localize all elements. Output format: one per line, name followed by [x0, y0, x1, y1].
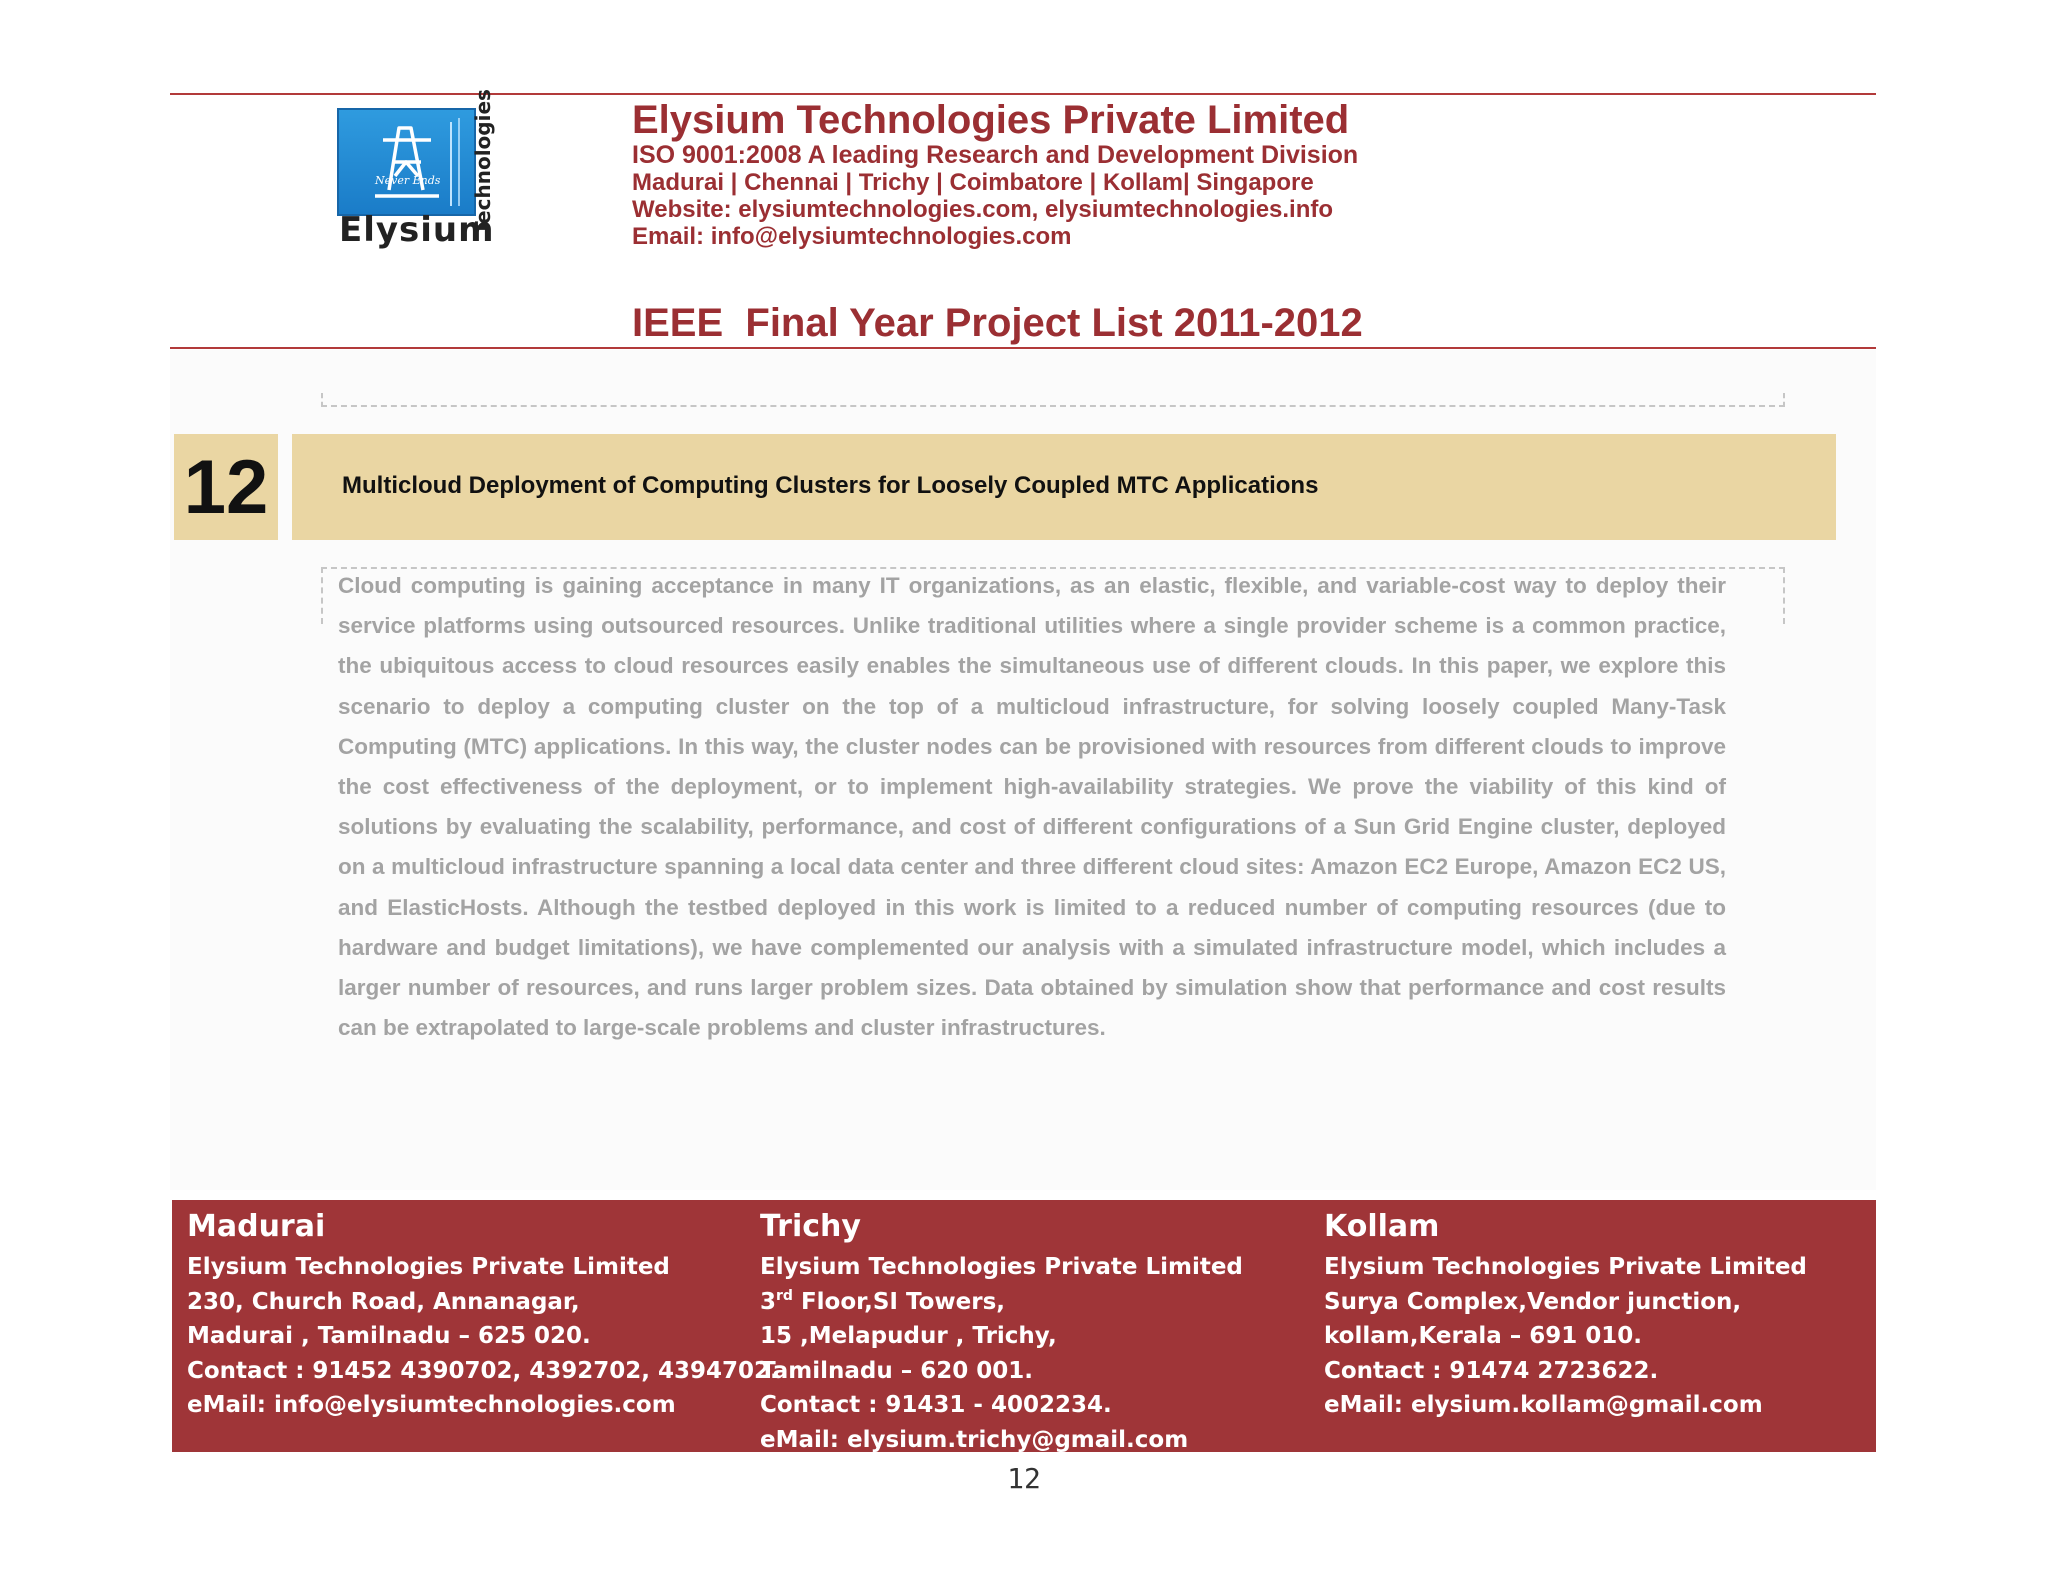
project-title-bar	[292, 434, 1836, 540]
office-madurai	[187, 1200, 779, 1423]
office-kollam	[1324, 1200, 1807, 1423]
footer-addresses	[172, 1200, 1876, 1452]
office-email[interactable]: eMail: elysium.trichy@gmail.com	[760, 1426, 1189, 1453]
office-contact: Contact : 91452 4390702, 4392702, 4394702.	[187, 1357, 779, 1384]
company-header	[632, 98, 1358, 250]
office-company: Elysium Technologies Private Limited	[1324, 1254, 1807, 1280]
office-address: Tamilnadu – 620 001.	[760, 1357, 1033, 1384]
company-name: Elysium Technologies Private Limited	[632, 98, 1350, 142]
office-contact: Contact : 91474 2723622.	[1324, 1357, 1659, 1384]
office-address: Madurai , Tamilnadu – 625 020.	[187, 1323, 591, 1350]
company-division: ISO 9001:2008 A leading Research and Development Division	[632, 141, 1359, 169]
page-number: 12	[1007, 1462, 1041, 1495]
office-email[interactable]: eMail: elysium.kollam@gmail.com	[1324, 1392, 1763, 1419]
office-city: Madurai	[187, 1209, 326, 1244]
header-top-rule	[170, 93, 1876, 95]
office-company: Elysium Technologies Private Limited	[760, 1254, 1243, 1280]
logo-vertical-text: Technologies	[471, 89, 496, 235]
office-address: 230, Church Road, Annanagar,	[187, 1288, 580, 1315]
office-contact: Contact : 91431 - 4002234.	[760, 1392, 1112, 1419]
logo-tagline: Never Ends	[375, 174, 441, 187]
office-city: Kollam	[1324, 1209, 1440, 1244]
project-title: Multicloud Deployment of Computing Clusters for Loosely Coupled MTC Applications	[342, 472, 1319, 499]
office-city: Trichy	[760, 1209, 861, 1244]
office-address: Surya Complex,Vendor junction,	[1324, 1288, 1742, 1315]
project-number-box	[174, 434, 278, 540]
project-list-title: IEEE Final Year Project List 2011-2012	[632, 301, 1363, 345]
company-email[interactable]: Email: info@elysiumtechnologies.com	[632, 223, 1072, 250]
office-address: 3rd Floor,SI Towers,	[760, 1287, 1006, 1315]
dashed-divider	[321, 393, 1785, 407]
office-address: 15 ,Melapudur , Trichy,	[760, 1323, 1057, 1350]
company-logo	[337, 89, 509, 250]
company-locations: Madurai | Chennai | Trichy | Coimbatore | Kollam| Singapore	[632, 169, 1314, 196]
office-company: Elysium Technologies Private Limited	[187, 1254, 670, 1280]
office-trichy	[760, 1200, 1243, 1458]
office-email[interactable]: eMail: info@elysiumtechnologies.com	[187, 1392, 676, 1419]
project-abstract: Cloud computing is gaining acceptance in many IT organizations, as an elastic, flexible, and variable-cost way to deploy their service platforms using outsourced resources. Unlike traditional utilities where a single provider scheme is a common practice, the ubiquitous access to cloud resources easily enables the simultaneous use of different clouds. In this paper, we explore this scenario to deploy a computing cluster on the top of a multicloud infrastructure, for solving loosely coupled Many-Task Computing (MTC) applications. In this way, the cluster nodes can be provisioned with resources from different clouds to improve the cost effectiveness of the deployment, or to implement high-availability strategies. We prove the viability of this kind of solutions by evaluating the scalability, performance, and cost of different configurations of a Sun Grid Engine cluster, deployed on a multicloud infrastructure spanning a local data center and three different cloud sites: Amazon EC2 Europe, Amazon EC2 US, and ElasticHosts. Although the testbed deployed in this work is limited to a reduced number of computing resources (due to hardware and budget limitations), we have complemented our analysis with a simulated infrastructure model, which includes a larger number of resources, and runs larger problem sizes. Data obtained by simulation show that performance and cost results can be extrapolated to large-scale problems and cluster infrastructures.	[338, 573, 1726, 1041]
company-website[interactable]: Website: elysiumtechnologies.com, elysiumtechnologies.info	[632, 196, 1334, 223]
logo-wordmark: Elysium	[339, 210, 495, 250]
project-number: 12	[183, 444, 269, 530]
header-bottom-rule	[170, 347, 1876, 349]
office-address: kollam,Kerala – 691 010.	[1324, 1323, 1643, 1350]
